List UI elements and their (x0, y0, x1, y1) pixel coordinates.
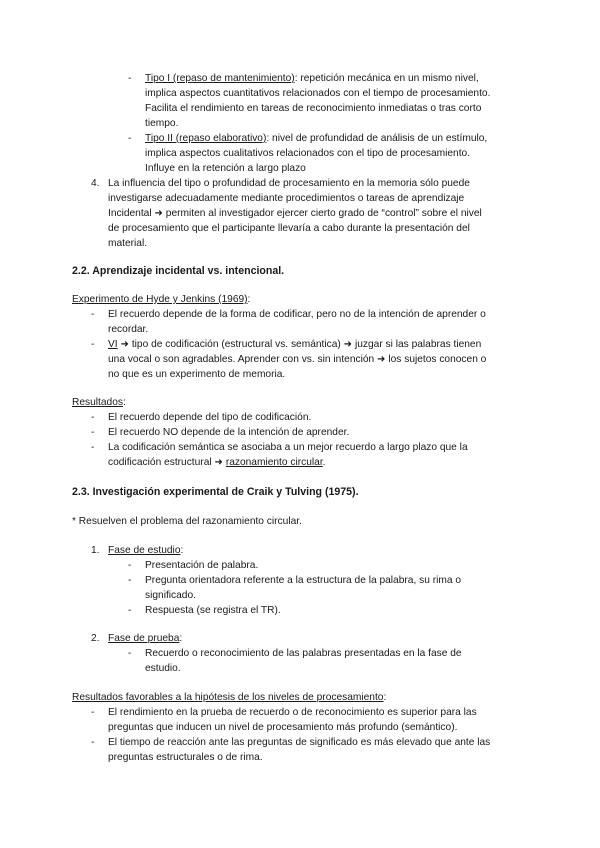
study-item-3: Respuesta (se registra el TR). (145, 605, 281, 616)
study-item-2-line1: Pregunta orientadora referente a la estructura de la palabra, su rima o (145, 575, 461, 586)
test-item-1-line2: estudio. (145, 663, 181, 674)
study-phase-title (108, 543, 183, 558)
bullet-dash: - (91, 707, 95, 718)
colon: : (180, 545, 184, 556)
favorable-result-1-line1: El rendimiento en la prueba de recuerdo o de reconocimiento es superior para las (108, 707, 477, 718)
item4-line1: La influencia del tipo o profundidad de procesamiento en la memoria sólo puede (108, 178, 470, 189)
favorable-results-title-text: Resultados favorables a la hipótesis de los niveles de procesamiento (72, 692, 384, 703)
tipo2-line3: Influye en la retención a largo plazo (145, 163, 306, 174)
hj-bullet1-line1: El recuerdo depende de la forma de codificar, pero no de la intención de aprender o (108, 309, 486, 320)
section-heading-2-2: 2.2. Aprendizaje incidental vs. intencional. (72, 265, 285, 277)
favorable-results-title (72, 690, 386, 705)
experiment-title (72, 292, 250, 307)
bullet-dash: - (91, 412, 95, 423)
bullet-dash: - (91, 737, 95, 748)
tipo1-line3: Facilita el rendimiento en tareas de reconocimiento inmediatas o tras corto (145, 103, 482, 114)
bullet-dash: - (91, 339, 95, 350)
period: . (322, 457, 326, 468)
tipo2-term: Tipo II (repaso elaborativo) (145, 133, 267, 144)
result-3-text: codificación estructural ➜ (108, 457, 226, 468)
vi-term: VI (108, 339, 118, 350)
bullet-dash: - (128, 575, 132, 586)
favorable-result-2-line1: El tiempo de reacción ante las preguntas de significado es más elevado que ante las (108, 737, 491, 748)
study-phase-title-text: Fase de estudio (108, 545, 181, 556)
favorable-result-2-line2: preguntas estructurales o de rima. (108, 752, 263, 763)
bullet-dash: - (128, 560, 132, 571)
result-2: El recuerdo NO depende de la intención de aprender. (108, 427, 350, 438)
study-item-2-line2: significado. (145, 590, 196, 601)
item4-line3: Incidental ➜ permiten al investigador ejercer cierto grado de “control” sobre el nivel (108, 208, 482, 219)
hj-bullet2-line1 (108, 337, 481, 352)
result-3-line2 (108, 455, 326, 470)
tipo1-line2: implica aspectos cuantitativos relacionados con el tiempo de procesamiento. (145, 88, 491, 99)
study-item-1: Presentación de palabra. (145, 560, 259, 571)
note-line: * Resuelven el problema del razonamiento circular. (72, 516, 302, 527)
bullet-dash: - (128, 133, 132, 144)
list-number: 4. (91, 178, 100, 189)
circular-reasoning-term: razonamiento circular (225, 457, 323, 468)
item4-line2: investigarse adecuadamente mediante procedimientos o tareas de aprendizaje (108, 193, 465, 204)
bullet-dash: - (91, 309, 95, 320)
list-number: 2. (91, 633, 100, 644)
tipo1-text: : repetición mecánica en un mismo nivel, (294, 73, 479, 84)
colon: : (247, 294, 251, 305)
list-number: 1. (91, 545, 100, 556)
colon: : (122, 397, 126, 408)
test-phase-title-text: Fase de prueba (108, 633, 180, 644)
colon: : (383, 692, 387, 703)
tipo2-line1 (145, 131, 487, 146)
bullet-dash: - (91, 427, 95, 438)
section-heading-2-3: 2.3. Investigación experimental de Craik y Tulving (1975). (72, 486, 359, 498)
tipo2-line2: implica aspectos cualitativos relacionados con el tipo de procesamiento. (145, 148, 471, 159)
item4-line5: material. (108, 238, 148, 249)
hj-bullet2-text: ➜ tipo de codificación (estructural vs. semántica) ➜ juzgar si las palabras tienen (117, 339, 482, 350)
item4-line4: de procesamiento que el participante llevaría a cabo durante la presentación del (108, 223, 470, 234)
test-phase-title (108, 631, 182, 646)
tipo1-term: Tipo I (repaso de mantenimiento) (145, 73, 295, 84)
test-item-1-line1: Recuerdo o reconocimiento de las palabras presentadas en la fase de (145, 648, 462, 659)
experiment-title-text: Experimento de Hyde y Jenkins (1969) (72, 294, 248, 305)
colon: : (179, 633, 183, 644)
results-title-text: Resultados (72, 397, 123, 408)
bullet-dash: - (91, 442, 95, 453)
results-title (72, 395, 126, 410)
result-3-line1: La codificación semántica se asociaba a un mejor recuerdo a largo plazo que la (108, 442, 468, 453)
hj-bullet2-line3: no que es un experimento de memoria. (108, 369, 286, 380)
tipo2-text: : nivel de profundidad de análisis de un estímulo, (266, 133, 488, 144)
bullet-dash: - (128, 605, 132, 616)
hj-bullet1-line2: recordar. (108, 324, 149, 335)
bullet-dash: - (128, 648, 132, 659)
result-1: El recuerdo depende del tipo de codificación. (108, 412, 312, 423)
bullet-dash: - (128, 73, 132, 84)
favorable-result-1-line2: preguntas que inducen un nivel de procesamiento más profundo (semántico). (108, 722, 458, 733)
hj-bullet2-line2: una vocal o son agradables. Aprender con vs. sin intención ➜ los sujetos conocen o (108, 354, 487, 365)
tipo1-line4: tiempo. (145, 118, 179, 129)
tipo1-line1 (145, 71, 479, 86)
